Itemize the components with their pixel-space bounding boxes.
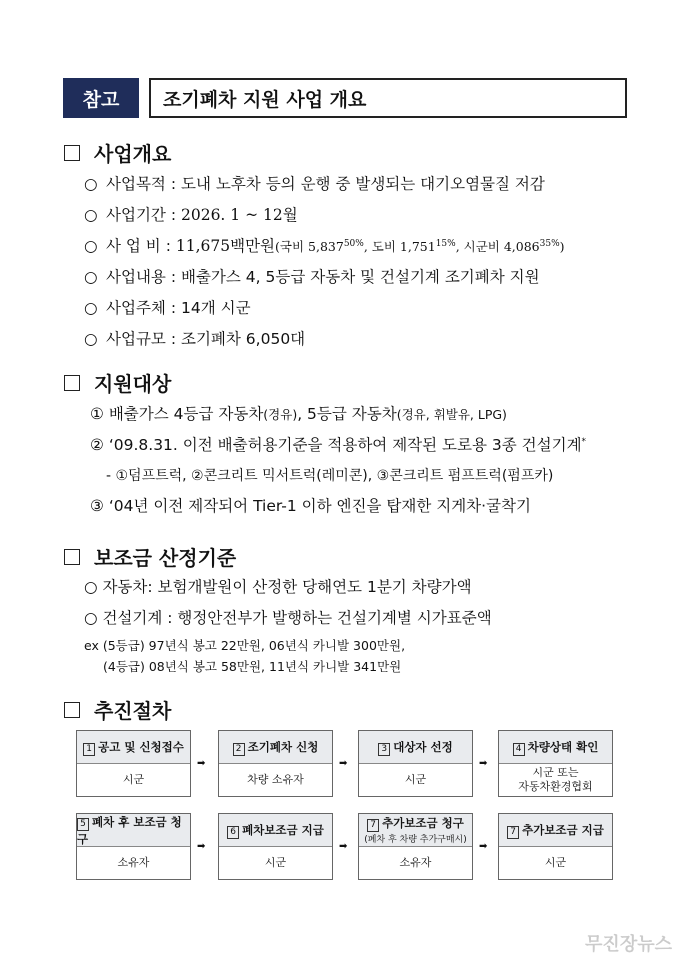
overview-item-purpose: ○ 사업목적 : 도내 노후차 등의 운행 중 발생되는 대기오염물질 저감	[84, 175, 545, 193]
step-title: 차량상태 확인	[527, 739, 599, 754]
item-value: 조기폐차 6,050대	[180, 330, 306, 348]
footnote-mark: *	[581, 436, 587, 447]
step-title: 추가보조금 지급	[522, 822, 604, 837]
subsidy-item-car: ○ 자동차: 보험개발원이 산정한 당해연도 1분기 차량가액	[84, 578, 472, 596]
item-value: 11,675백만원	[175, 237, 276, 255]
subsidy-item-machine: ○ 건설기계 : 행정안전부가 발행하는 건설기계별 시가표준액	[84, 609, 492, 627]
target-text: ② ‘09.8.31. 이전 배출허용기준을 적용하여 제작된 도로용 3종 건설기계	[90, 436, 582, 454]
target-text: , 5등급 자동차	[297, 405, 397, 423]
target-item-2-sub: - ①덤프트럭, ②콘크리트 믹서트럭(레미콘), ③콘크리트 펌프트럭(펌프카)	[106, 468, 554, 484]
step-actor: 시군	[122, 773, 145, 786]
subsidy-example-1: ex (5등급) 97년식 봉고 22만원, 06년식 카니발 300만원,	[84, 638, 406, 653]
step-actor: 소유자	[399, 856, 432, 869]
step-title: 공고 및 신청접수	[98, 739, 184, 754]
step-title: 추가보조금 청구	[382, 816, 464, 830]
step-number: 1	[83, 743, 95, 756]
page-header	[63, 78, 627, 118]
item-label: 사 업 비	[106, 237, 161, 255]
budget-breakdown	[275, 239, 565, 254]
budget-city-ratio: 35%	[539, 238, 560, 249]
section-subsidy-heading	[64, 542, 236, 571]
right-arrow-icon: ➡	[339, 758, 348, 769]
circle-bullet-icon: ○	[84, 330, 98, 348]
section-title: 사업개요	[94, 142, 172, 166]
target-note: (경유)	[263, 407, 298, 422]
procedure-step-5	[76, 813, 191, 880]
step-actor: 소유자	[117, 856, 150, 869]
budget-province: , 도비 1,751	[363, 239, 436, 254]
overview-item-agent: ○ 사업주체 : 14개 시군	[84, 299, 251, 317]
target-text: ① 배출가스 4등급 자동차	[90, 405, 264, 423]
watermark-logo: 무진장뉴스	[585, 934, 672, 955]
target-item-3: ③ ‘04년 이전 제작되어 Tier-1 이하 엔진을 탑재한 지게차·굴착기	[90, 497, 531, 515]
overview-item-budget: ○ 사 업 비 : 11,675백만원(국비 $5,837^{50\%}$, 도비 $1,751^{15\%}$, 시군비 $4,086^{35\%}$)	[84, 237, 565, 255]
step-actor: 시군	[404, 773, 427, 786]
circle-bullet-icon: ○	[84, 268, 98, 286]
section-title: 추진절차	[94, 699, 172, 723]
step-title: 폐차 후 보조금 청구	[77, 814, 182, 846]
step-actor: 시군 또는 자동차환경협회	[518, 766, 593, 793]
step-number: 4	[513, 743, 525, 756]
step-actor: 시군	[264, 856, 287, 869]
checkbox-square-icon	[64, 549, 80, 565]
budget-province-ratio: 15%	[435, 238, 456, 249]
item-value: 2026. 1 ~ 12월	[180, 206, 298, 224]
page-title: 조기폐차 지원 사업 개요	[149, 78, 627, 118]
overview-item-period: ○ 사업기간 : 2026. 1 ~ 12월	[84, 206, 298, 224]
step-title: 대상자 선정	[393, 739, 453, 754]
overview-item-scale: ○ 사업규모 : 조기폐차 6,050대	[84, 330, 306, 348]
step-number: 7	[507, 826, 519, 839]
step-subtitle: (폐차 후 차량 추가구매시)	[364, 835, 467, 845]
step-number: 6	[227, 826, 239, 839]
budget-close: )	[559, 239, 565, 254]
right-arrow-icon: ➡	[197, 758, 206, 769]
right-arrow-icon: ➡	[479, 841, 488, 852]
procedure-step-7	[358, 813, 473, 880]
checkbox-square-icon	[64, 375, 80, 391]
step-actor: 차량 소유자	[247, 773, 304, 786]
subsidy-example-2: (4등급) 08년식 봉고 58만원, 11년식 카니발 341만원	[103, 659, 402, 674]
item-value: 배출가스 4, 5등급 자동차 및 건설기계 조기폐차 지원	[180, 268, 540, 286]
step-number: 2	[233, 743, 245, 756]
step-number: 3	[378, 743, 390, 756]
step-title: 조기폐차 신청	[247, 739, 319, 754]
item-value: 14개 시군	[180, 299, 251, 317]
step-title: 폐차보조금 지급	[242, 822, 324, 837]
circle-bullet-icon: ○	[84, 299, 98, 317]
item-label: 사업목적	[106, 175, 166, 193]
procedure-step-6	[218, 813, 333, 880]
procedure-step-1	[76, 730, 191, 797]
overview-item-content: ○ 사업내용 : 배출가스 4, 5등급 자동차 및 건설기계 조기폐차 지원	[84, 268, 540, 286]
checkbox-square-icon	[64, 145, 80, 161]
section-overview-heading	[64, 138, 171, 167]
item-label: 사업주체	[106, 299, 166, 317]
procedure-step-4	[498, 730, 613, 797]
procedure-step-8	[498, 813, 613, 880]
right-arrow-icon: ➡	[197, 841, 206, 852]
target-note: (경유, 휘발유, LPG)	[396, 407, 507, 422]
item-value: 도내 노후차 등의 운행 중 발생되는 대기오염물질 저감	[180, 175, 545, 193]
circle-bullet-icon: ○	[84, 237, 98, 255]
reference-tag: 참고	[63, 78, 139, 118]
section-procedure-heading	[64, 695, 171, 724]
budget-city: , 시군비 4,086	[455, 239, 540, 254]
item-label: 사업내용	[106, 268, 166, 286]
item-label: 사업기간	[106, 206, 166, 224]
target-item-2	[90, 433, 586, 455]
target-item-1	[90, 402, 507, 424]
section-title: 지원대상	[94, 372, 172, 396]
budget-national-ratio: 50%	[343, 238, 364, 249]
step-number: 5	[77, 818, 89, 831]
section-targets-heading	[64, 368, 171, 397]
circle-bullet-icon: ○	[84, 206, 98, 224]
procedure-step-2	[218, 730, 333, 797]
circle-bullet-icon: ○	[84, 175, 98, 193]
checkbox-square-icon	[64, 702, 80, 718]
right-arrow-icon: ➡	[339, 841, 348, 852]
step-actor: 시군	[544, 856, 567, 869]
right-arrow-icon: ➡	[479, 758, 488, 769]
budget-national: (국비 5,837	[275, 239, 344, 254]
item-label: 사업규모	[106, 330, 166, 348]
section-title: 보조금 산정기준	[94, 546, 237, 570]
procedure-step-3	[358, 730, 473, 797]
step-number: 7	[367, 819, 379, 832]
